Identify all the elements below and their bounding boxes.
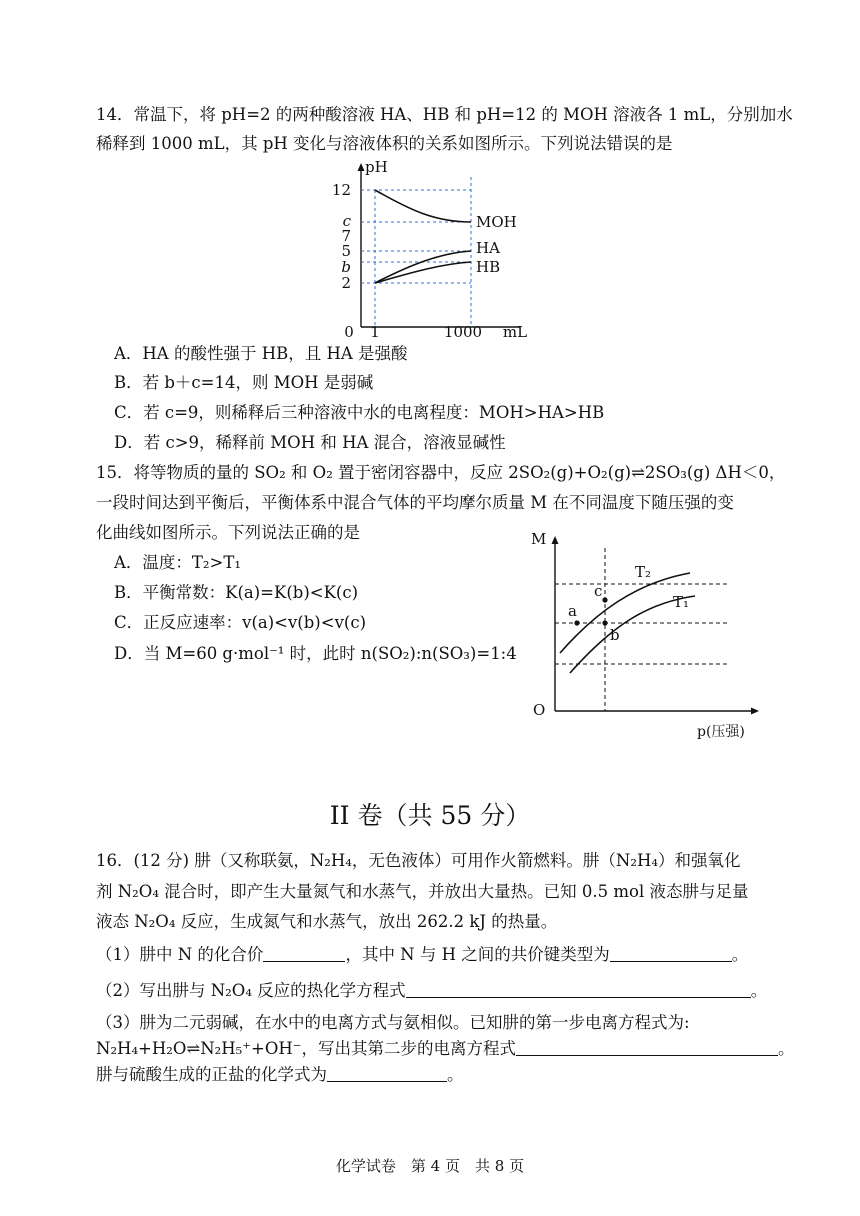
ph-xtick-unit: mL — [502, 323, 528, 340]
m-axis-label: M — [531, 530, 547, 548]
molar-mass-pressure-figure — [525, 528, 765, 743]
ph-tick-2: 2 — [341, 274, 351, 292]
ph-tick-b: b — [341, 258, 351, 276]
ph-tick-12: 12 — [331, 181, 351, 199]
m-x-axis-arrow — [751, 708, 759, 715]
ph-axis-label: pH — [365, 158, 388, 176]
q14-option-a: A．HA 的酸性强于 HB，且 HA 是强酸 — [114, 344, 408, 363]
q14-option-b: B．若 b＋c=14，则 MOH 是弱碱 — [114, 373, 374, 392]
q15-option-b: B．平衡常数：K(a)=K(b)<K(c) — [114, 583, 359, 602]
hb-label: HB — [476, 258, 501, 276]
q14-option-d: D．若 c>9，稀释前 MOH 和 HA 混合，溶液显碱性 — [114, 433, 506, 452]
ph-xtick-1: 1 — [370, 323, 380, 340]
q16-part3-line3 — [96, 1064, 464, 1086]
q16-part1-text-b: ，其中 N 与 H 之间的共价键类型为 — [345, 945, 610, 964]
point-c — [602, 597, 607, 602]
q16-part2 — [96, 980, 767, 1002]
section-title: II 卷（共 55 分） — [329, 801, 531, 830]
q16-part1-text-a: （1）肼中 N 的化合价 — [96, 945, 264, 964]
origin-label: O — [533, 701, 546, 719]
ph-xtick-0: 0 — [344, 323, 354, 340]
pressure-axis-label: p(压强) — [697, 724, 745, 740]
ph-y-axis-arrow — [358, 163, 365, 171]
moh-label: MOH — [476, 213, 517, 231]
q14-stem-line2: 稀释到 1000 mL，其 pH 变化与溶液体积的关系如图所示。下列说法错误的是 — [96, 134, 673, 153]
ha-label: HA — [476, 239, 500, 257]
q15-stem-line3: 化曲线如图所示。下列说法正确的是 — [96, 523, 360, 542]
point-a — [574, 620, 579, 625]
q16-answer-blank-3[interactable] — [406, 981, 751, 998]
point-a-label: a — [568, 602, 577, 620]
hb-curve — [375, 262, 471, 283]
m-y-axis-arrow — [552, 536, 559, 544]
page-footer: 化学试卷 第 4 页 共 8 页 — [335, 1157, 525, 1175]
q15-option-a: A．温度：T₂>T₁ — [114, 553, 241, 572]
q16-part3-line3-end: 。 — [447, 1065, 464, 1084]
q15-stem-line1: 15．将等物质的量的 SO₂ 和 O₂ 置于密闭容器中，反应 2SO₂(g)+O₂(g)⇌2SO₃(g) ΔH＜0， — [96, 463, 786, 482]
q16-stem-line1: 16．(12 分) 肼（又称联氨，N₂H₄，无色液体）可用作火箭燃料。肼（N₂H₄）和强氧化 — [96, 851, 741, 870]
t1-label: T₁ — [673, 593, 690, 611]
q16-stem-line2: 剂 N₂O₄ 混合时，即产生大量氮气和水蒸气，并放出大量热。已知 0.5 mol 液态肼与足量 — [96, 882, 749, 901]
q14-option-c: C．若 c=9，则稀释后三种溶液中水的电离程度：MOH>HA>HB — [114, 403, 605, 422]
q16-stem-line3: 液态 N₂O₄ 反应，生成氮气和水蒸气，放出 262.2 kJ 的热量。 — [96, 912, 558, 931]
point-b — [602, 620, 607, 625]
ph-tick-c: c — [342, 212, 351, 230]
ph-dilution-figure — [315, 155, 545, 340]
q16-part3-end: 。 — [777, 1039, 795, 1058]
ph-tick-7: 7 — [341, 227, 351, 245]
t2-label: T₂ — [635, 563, 652, 581]
ph-tick-5: 5 — [341, 242, 351, 260]
q14-stem-line1: 14．常温下，将 pH=2 的两种酸溶液 HA、HB 和 pH=12 的 MOH 溶液各 1 mL，分别加水 — [96, 105, 793, 124]
q16-part3-line2 — [96, 1038, 794, 1060]
q16-part3-equation: N₂H₄+H₂O⇌N₂H₅⁺+OH⁻，写出其第二步的电离方程式 — [96, 1039, 516, 1058]
q15-option-c: C．正反应速率：v(a)<v(b)<v(c) — [114, 613, 367, 632]
ph-guide-lines — [361, 177, 471, 327]
q16-part3-salt-text: 肼与硫酸生成的正盐的化学式为 — [96, 1065, 327, 1084]
ph-xtick-1000: 1000 — [443, 323, 483, 340]
q16-part1-end: 。 — [731, 945, 749, 964]
point-b-label: b — [610, 626, 620, 644]
q16-answer-blank-4[interactable] — [516, 1039, 778, 1056]
q16-answer-blank-5[interactable] — [327, 1065, 447, 1082]
point-c-label: c — [594, 582, 603, 600]
q16-part2-text: （2）写出肼与 N₂O₄ 反应的热化学方程式 — [96, 981, 406, 1000]
t2-curve — [560, 573, 690, 653]
q16-answer-blank-1[interactable] — [263, 945, 345, 962]
q16-part2-end: 。 — [750, 981, 768, 1000]
moh-curve — [375, 190, 471, 222]
q16-part3-line1: （3）肼为二元弱碱，在水中的电离方式与氨相似。已知肼的第一步电离方程式为: — [96, 1013, 690, 1032]
q15-stem-line2: 一段时间达到平衡后，平衡体系中混合气体的平均摩尔质量 M 在不同温度下随压强的变 — [96, 493, 734, 512]
q16-answer-blank-2[interactable] — [610, 945, 732, 962]
q16-part1 — [96, 944, 748, 966]
q15-option-d: D．当 M=60 g·mol⁻¹ 时，此时 n(SO₂):n(SO₃)=1:4 — [114, 644, 517, 663]
